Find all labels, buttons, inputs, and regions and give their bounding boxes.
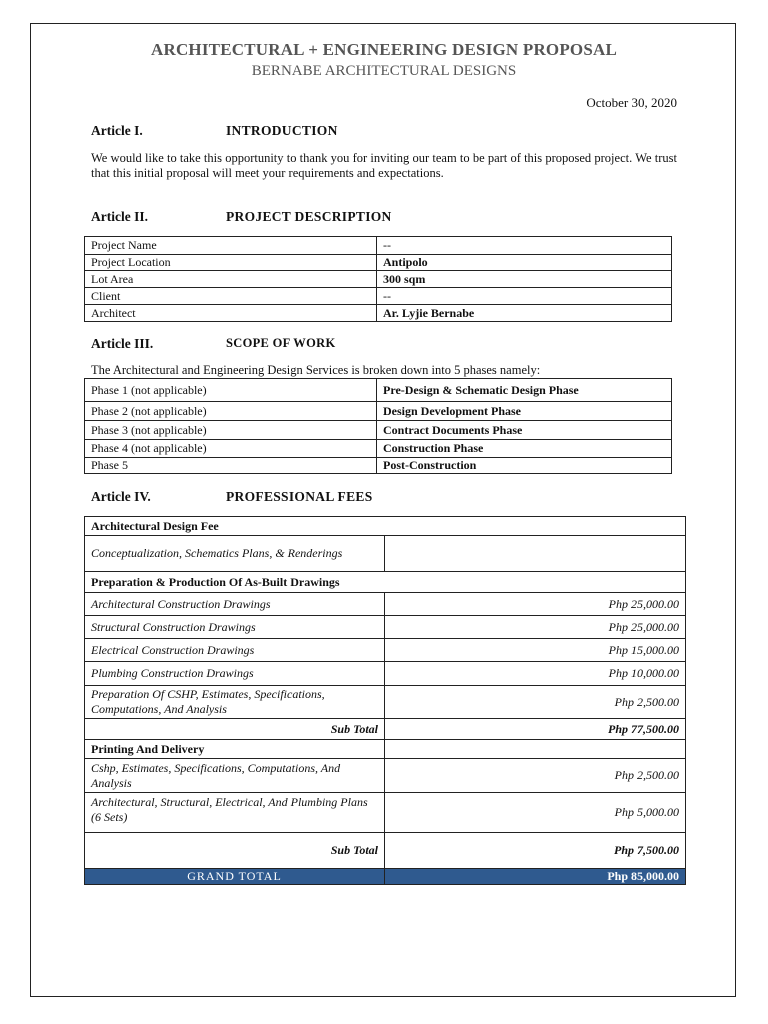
article-4-title: PROFESSIONAL FEES (226, 489, 373, 504)
table-row (85, 662, 686, 686)
fee-item-value: Php 15,000.00 (385, 639, 686, 662)
phase-label: Phase 2 (not applicable) (85, 402, 377, 421)
table-row (85, 421, 672, 440)
fee-item-value: Php 5,000.00 (385, 793, 686, 833)
fee-item-value: Php 2,500.00 (385, 686, 686, 719)
subtotal-label: Sub Total (85, 719, 385, 740)
phase-name: Design Development Phase (377, 402, 672, 421)
table-row (85, 759, 686, 793)
article-3-title: SCOPE OF WORK (226, 336, 336, 350)
row-label: Lot Area (85, 271, 377, 288)
fee-item-label: Structural Construction Drawings (85, 616, 385, 639)
empty-cell (385, 740, 686, 759)
fee-item-label: Cshp, Estimates, Specifications, Computations, And Analysis (85, 759, 385, 793)
phase-label: Phase 3 (not applicable) (85, 421, 377, 440)
row-value: -- (377, 237, 672, 255)
table-row (85, 379, 672, 402)
fee-item-label: Electrical Construction Drawings (85, 639, 385, 662)
subtotal-value: Php 77,500.00 (385, 719, 686, 740)
table-row (85, 639, 686, 662)
subtotal-value: Php 7,500.00 (385, 833, 686, 869)
row-value: -- (377, 288, 672, 305)
grand-total-value: Php 85,000.00 (385, 869, 686, 885)
subtotal-row (85, 719, 686, 740)
table-row (85, 536, 686, 572)
section-header-row (85, 517, 686, 536)
table-row (85, 237, 672, 255)
row-value: 300 sqm (377, 271, 672, 288)
table-row (85, 593, 686, 616)
row-label: Client (85, 288, 377, 305)
article-1-title: INTRODUCTION (226, 123, 338, 138)
design-fee-header: Architectural Design Fee (85, 517, 686, 536)
fee-item-label: Plumbing Construction Drawings (85, 662, 385, 686)
table-row (85, 440, 672, 458)
grand-total-row (85, 869, 686, 885)
table-row (85, 271, 672, 288)
row-label: Project Name (85, 237, 377, 255)
section-header-row (85, 572, 686, 593)
fee-item-label: Preparation Of CSHP, Estimates, Specifications, Computations, And Analysis (85, 686, 385, 719)
phase-name: Post-Construction (377, 458, 672, 474)
row-value: Ar. Lyjie Bernabe (377, 305, 672, 322)
table-row (85, 255, 672, 271)
table-row (85, 402, 672, 421)
grand-total-label: GRAND TOTAL (85, 869, 385, 885)
table-row (85, 616, 686, 639)
printing-header: Printing And Delivery (85, 740, 385, 759)
proposal-date: October 30, 2020 (586, 95, 677, 110)
fee-item-value: Php 25,000.00 (385, 616, 686, 639)
phase-label: Phase 4 (not applicable) (85, 440, 377, 458)
scope-intro-text: The Architectural and Engineering Design Services is broken down into 5 phases namely: (91, 363, 541, 377)
fee-item-label: Architectural, Structural, Electrical, And Plumbing Plans (6 Sets) (85, 793, 385, 833)
phase-name: Contract Documents Phase (377, 421, 672, 440)
subtotal-row (85, 833, 686, 869)
introduction-text: We would like to take this opportunity to thank you for inviting our team to be part of this proposed project. We trust that this initial proposal will meet your requirements and expectations. (91, 151, 677, 180)
table-row (85, 305, 672, 322)
scope-of-work-table (84, 378, 672, 474)
table-row (85, 686, 686, 719)
company-name: BERNABE ARCHITECTURAL DESIGNS (251, 63, 517, 79)
section-header-row (85, 740, 686, 759)
article-2-number: Article II. (91, 209, 148, 224)
fee-item-value: Php 10,000.00 (385, 662, 686, 686)
project-description-table (84, 236, 672, 322)
article-4-number: Article IV. (91, 489, 151, 504)
document-title: ARCHITECTURAL + ENGINEERING DESIGN PROPOSAL (150, 40, 618, 59)
article-1-number: Article I. (91, 123, 143, 138)
fee-item-value: Php 2,500.00 (385, 759, 686, 793)
phase-label: Phase 1 (not applicable) (85, 379, 377, 402)
professional-fees-table (84, 516, 686, 885)
fee-item-label: Conceptualization, Schematics Plans, & Renderings (85, 536, 385, 572)
row-label: Architect (85, 305, 377, 322)
phase-name: Construction Phase (377, 440, 672, 458)
row-value: Antipolo (377, 255, 672, 271)
fee-item-value (385, 536, 686, 572)
row-label: Project Location (85, 255, 377, 271)
fee-item-value: Php 25,000.00 (385, 593, 686, 616)
fee-item-label: Architectural Construction Drawings (85, 593, 385, 616)
table-row (85, 288, 672, 305)
asbuilt-header: Preparation & Production Of As-Built Drawings (85, 572, 686, 593)
phase-label: Phase 5 (85, 458, 377, 474)
subtotal-label: Sub Total (85, 833, 385, 869)
article-2-title: PROJECT DESCRIPTION (226, 209, 392, 224)
article-3-number: Article III. (91, 336, 154, 351)
table-row (85, 458, 672, 474)
phase-name: Pre-Design & Schematic Design Phase (377, 379, 672, 402)
table-row (85, 793, 686, 833)
